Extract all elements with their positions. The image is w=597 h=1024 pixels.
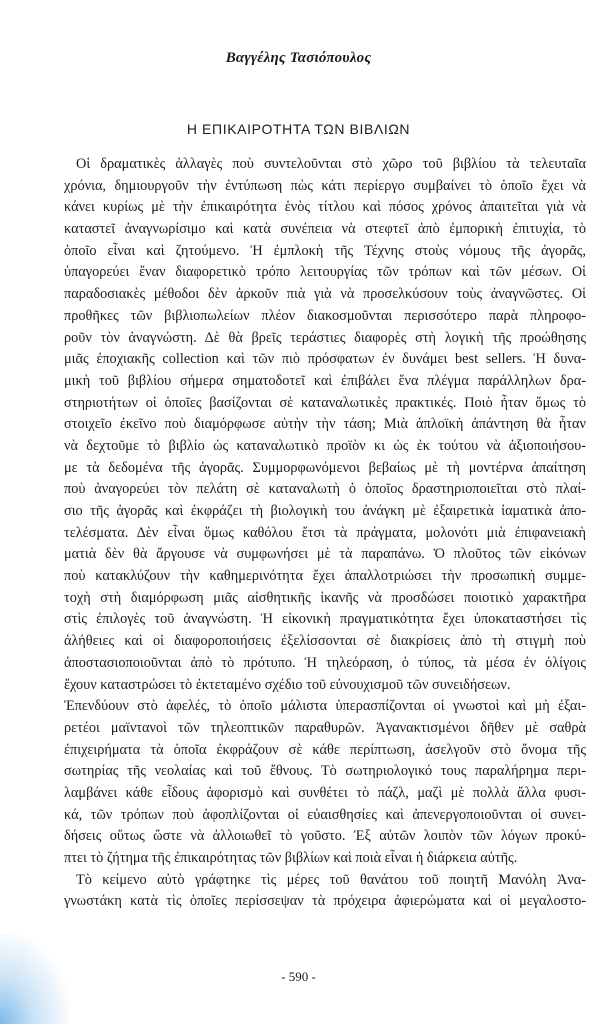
article-body	[64, 154, 586, 913]
text-line: σωτηρίας τῆς νεολαίας καὶ τοῦ ἔθνους. Τὸ σωτηριολογικό τους παραλήρημα περι-	[64, 763, 586, 780]
text-line: γνωστάκη κατὰ τὶς ὁποῖες περίσσεψαν τὰ πρόχειρα ἀφιερώματα καὶ οἱ μεγαλοστο-	[64, 893, 586, 910]
page-number: - 590 -	[281, 969, 316, 984]
text-line: παραδοσιακὲς μέθοδοι δὲν ἀρκοῦν πιὰ γιὰ νὰ προσελκύσουν τοὺς ἀναγνῶστες. Οἱ	[64, 286, 586, 303]
text-line: χρόνια, δημιουργοῦν τὴν ἐντύπωση πὼς κάτι περίεργο συμβαίνει τὸ ὁποῖο ἔχει νὰ	[64, 177, 586, 194]
text-line: κά, τῶν τρόπων ποὺ ἀφοπλίζονται οἱ εὐαισθησίες καὶ ἀπενεργοποιοῦνται οἱ συνει-	[64, 806, 586, 823]
text-line: ματιὰ δὲν θὰ ἄργουσε νὰ συμφωνήσει μὲ τὰ παραπάνω. Ὁ πλοῦτος τῶν εἰκόνων	[64, 546, 586, 563]
text-line: ἐπιχειρήματα τὰ ὁποῖα ἐκφράζουν σὲ κάθε περίπτωση, ἀσελγοῦν στὸ ὄνομα τῆς	[64, 741, 586, 758]
text-line: στὶς ἐπιλογὲς τοῦ ἀναγνώστη. Ἡ εἰκονικὴ πραγματικότητα ἔχει ὑποκαταστήσει τὶς	[64, 611, 586, 628]
text-line: καταστεῖ ἀναγνωρίσιμο καὶ κατὰ συνέπεια νὰ στεφτεῖ ἀπὸ ἐμπορικὴ ἐπιτυχία, τὸ	[64, 221, 586, 238]
text-line: ἀποστασιοποιοῦνται ἀπὸ τὸ πρότυπο. Ἡ τηλεόραση, ὁ τύπος, τὰ μέσα ἐν ὀλίγοις	[64, 654, 586, 671]
text-line: τελέσματα. Δὲν εἶναι ὅμως καθόλου ἔτσι τὰ πράγματα, μολονότι μιὰ ἐπιφανειακὴ	[64, 524, 586, 541]
text-line: Ἐπενδύουν στὸ ἀφελές, τὸ ὁποῖο μάλιστα ὑπερασπίζονται οἱ γνωστοὶ καὶ μὴ ἐξαι-	[64, 698, 586, 715]
text-line: Τὸ κείμενο αὐτὸ γράφτηκε τὶς μέρες τοῦ θανάτου τοῦ ποιητῆ Μανόλη Ἀνα-	[76, 871, 586, 888]
text-line: σιο τῆς ἀγορᾶς καὶ ἐκφράζει τὴ βιολογικὴ του ἀνάγκη μὲ ἐξαιρετικὰ ἰαματικὰ ἀπο-	[64, 503, 586, 519]
text-line: ρετέοι μαϊντανοὶ τῶν τηλεοπτικῶν παραθυρῶν. Ἀγανακτισμένοι δῆθεν μὲ σαθρὰ	[64, 719, 586, 736]
text-line: ἀλήθειες καὶ οἱ διαφοροποιήσεις ἐξελίσσονται σὲ διακρίσεις ἀπὸ τὴ στιγμὴ ποὺ	[64, 633, 586, 650]
text-line: δήσεις οὕτως ὥστε νὰ ἀλλοιωθεῖ τὸ γοῦστο. Ἐξ αὐτῶν λοιπὸν τῶν λόγων προκύ-	[64, 828, 586, 845]
article-title: Η ΕΠΙΚΑΙΡΟΤΗΤΑ ΤΩΝ ΒΙΒΛΙΩΝ	[186, 121, 411, 137]
author-name: Βαγγέλης Τασιόπουλος	[225, 50, 372, 66]
text-line: ποὺ ἀναγορεύει τὸν πελάτη σὲ καταναλωτὴ ὁ ὁποῖος δραστηριοποιεῖται στὸ πλαί-	[64, 481, 586, 498]
text-line: ροῦν τὸν ἀναγνώστη. Δὲ θὰ βρεῖς τεράστιες διαφορὲς στὴ λογικὴ τῆς προώθησης	[64, 329, 586, 346]
text-line: ὑπαγορεύει ἕναν διαφορετικὸ τρόπο λειτουργίας τῶν τρόπων καὶ τῶν μέσων. Οἱ	[64, 264, 586, 281]
text-line: ὁποῖο εἶναι καὶ ζητούμενο. Ἡ ἐμπλοκὴ τῆς Τέχνης στοὺς νόμους τῆς ἀγορᾶς,	[64, 242, 586, 259]
text-line: Οἱ δραματικὲς ἀλλαγὲς ποὺ συντελοῦνται στὸ χῶρο τοῦ βιβλίου τὰ τελευταῖα	[76, 156, 586, 172]
text-line: μικὴ τοῦ βιβλίου σήμερα σηματοδοτεῖ καὶ ἐπιβάλει ἕνα πλέγμα παράλληλων δρα-	[64, 372, 586, 389]
text-line: ποὺ κατακλύζουν τὴν καθημερινότητα ἔχει ἀπαλλοτριώσει τὴν προσωπικὴ συμμε-	[64, 568, 586, 585]
text-line: τοχὴ στὴ διαμόρφωση μιᾶς αἰσθητικῆς ἱκανῆς νὰ προσδώσει ποιοτικὸ χαρακτῆρα	[64, 589, 586, 606]
text-line: με τὰ δεδομένα τῆς ἀγορᾶς. Συμμορφωνόμενοι βεβαίως μὲ τὴ μοντέρνα ἀπαίτηση	[64, 459, 586, 476]
text-line: στηριοτήτων οἱ ὁποῖες βασίζονται σὲ καταναλωτικὲς πρακτικές. Ποιὸ ἦταν ὅμως τὸ	[64, 394, 586, 411]
text-line: προθῆκες τῶν βιβλιοπωλείων πλέον διακοσμοῦνται περισσότερο παρὰ πληροφο-	[64, 307, 586, 324]
text-line: στοιχεῖο ἐκεῖνο ποὺ διαμόρφωσε αὐτὴν τὴν τάση; Μιὰ ἁπλοϊκὴ ἀπάντηση θὰ ἦταν	[64, 416, 586, 433]
text-line: ἔχουν καταστρώσει τὸ ἐκτεταμένο σχέδιο τοῦ εὐνουχισμοῦ τῶν συνειδήσεων.	[64, 676, 511, 693]
text-line: πτει τὸ ζήτημα τῆς ἐπικαιρότητας τῶν βιβλίων καὶ ποιὰ εἶναι ἡ διάρκεια αὐτῆς.	[64, 850, 518, 866]
text-line: μιᾶς ἐποχιακῆς collection καὶ τῶν πιὸ πρόσφατων ἐν δυνάμει best sellers. Ἡ δυνα-	[64, 351, 586, 368]
text-line: λαμβάνει κάθε εἶδους ἀφορισμὸ καὶ συνθέτει τὸ πάζλ, μαζὶ μὲ πολλὰ ἄλλα φυσι-	[64, 784, 586, 801]
text-line: νὰ δεχτοῦμε τὸ βιβλίο ὡς καταναλωτικὸ προϊὸν κι ὡς ἐκ τούτου νὰ ἀξιοποιήσου-	[64, 437, 586, 454]
text-line: κάνει κυρίως μὲ τὴν ἐπικαιρότητα ἑνὸς τίτλου καὶ πόσος χρόνος ἀπαιτεῖται γιὰ νὰ	[64, 199, 586, 216]
